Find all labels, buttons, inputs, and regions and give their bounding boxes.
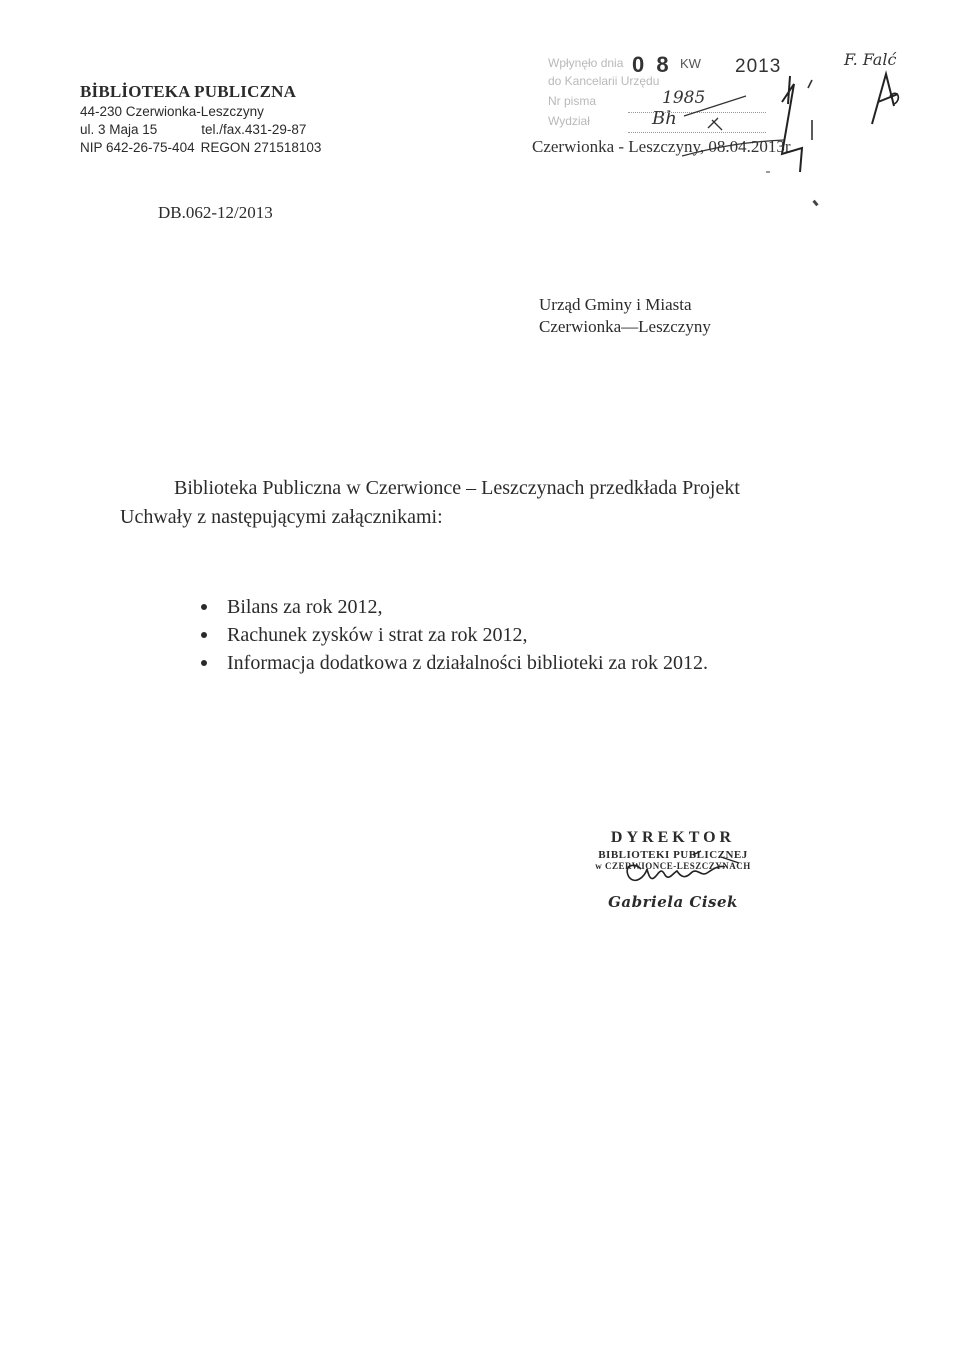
number-label: Nr pisma bbox=[548, 94, 597, 108]
incoming-stamp bbox=[532, 44, 822, 164]
sender-street-phone bbox=[80, 122, 380, 140]
sender-ids bbox=[80, 140, 380, 158]
department-label: Wydział bbox=[548, 114, 590, 128]
stamp-handwriting-strokes-icon bbox=[532, 44, 822, 184]
body-line-2: Uchwały z następującymi załącznikami: bbox=[120, 506, 443, 528]
signature-icon bbox=[593, 847, 753, 887]
attachment-item: Informacja dodatkowa z działalności biblioteki za rok 2012. bbox=[200, 649, 708, 677]
director-name: Gabriela Cisek bbox=[608, 893, 738, 911]
director-stamp-line-3: w CZERWIONCE-LESZCZYNACH bbox=[595, 861, 751, 871]
director-stamp bbox=[563, 829, 783, 911]
reference-number: DB.062-12/2013 bbox=[158, 203, 273, 222]
handwritten-number: 1985 bbox=[662, 88, 706, 108]
handwritten-annotation: F. Falć bbox=[844, 50, 897, 69]
sender-stamp bbox=[80, 82, 380, 158]
received-label: Wpłynęło dnia bbox=[548, 56, 624, 70]
attachments-list bbox=[200, 593, 708, 677]
attachment-item: Bilans za rok 2012, bbox=[200, 593, 708, 621]
scan-speck bbox=[812, 200, 818, 207]
received-month: KW bbox=[680, 56, 701, 71]
addressee bbox=[539, 294, 711, 338]
sender-regon: REGON 271518103 bbox=[200, 140, 322, 155]
received-day: 0 8 bbox=[632, 52, 672, 77]
sender-phone: tel./fax.431-29-87 bbox=[201, 122, 307, 137]
office-label: do Kancelarii Urzędu bbox=[548, 74, 660, 88]
scan-speck bbox=[766, 171, 770, 173]
city-date-line: Czerwionka - Leszczyny, 08.04.2013r. bbox=[532, 137, 794, 156]
sender-name: BİBLİOTEKA PUBLICZNA bbox=[80, 82, 297, 101]
director-stamp-line-2: BIBLIOTEKI PUBLICZNEJ bbox=[598, 849, 748, 861]
sender-nip: NIP 642-26-75-404 bbox=[80, 140, 195, 155]
handwritten-department: Bh bbox=[652, 108, 677, 129]
sender-city: 44-230 Czerwionka-Leszczyny bbox=[80, 104, 264, 119]
director-title: DYREKTOR bbox=[610, 829, 736, 846]
body-line-1: Biblioteka Publiczna w Czerwionce – Leszczynach przedkłada Projekt bbox=[174, 477, 740, 499]
addressee-line-1: Urząd Gminy i Miasta bbox=[539, 295, 692, 314]
received-year: 2013 bbox=[735, 56, 782, 77]
handwritten-initial-icon bbox=[864, 66, 924, 136]
addressee-line-2: Czerwionka—Leszczyny bbox=[539, 317, 711, 336]
body-paragraph bbox=[120, 474, 880, 532]
attachment-item: Rachunek zysków i strat za rok 2012, bbox=[200, 621, 708, 649]
sender-street: ul. 3 Maja 15 bbox=[80, 122, 158, 137]
